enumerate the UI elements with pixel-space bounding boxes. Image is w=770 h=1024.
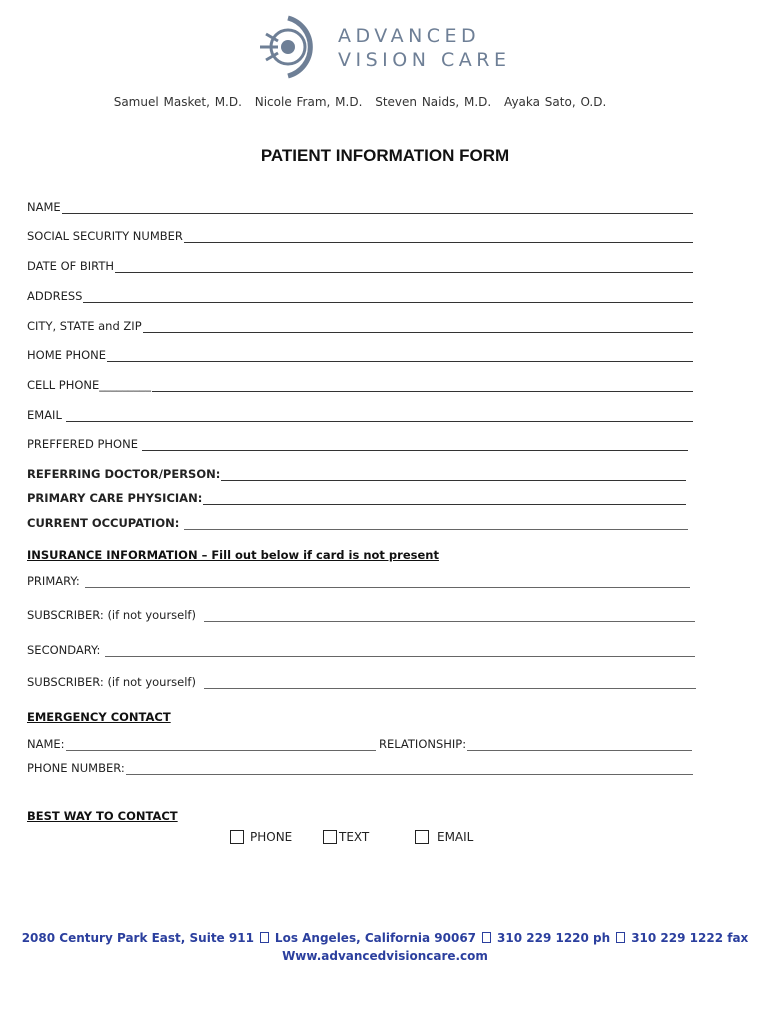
address-field[interactable] [27, 287, 693, 303]
field-label: CURRENT OCCUPATION: [27, 516, 180, 530]
field-line[interactable] [105, 644, 695, 657]
field-line[interactable] [467, 738, 692, 751]
field-line[interactable] [126, 762, 693, 775]
separator-box-icon [616, 932, 625, 943]
field-label: RELATIONSHIP: [379, 737, 467, 751]
field-line[interactable] [85, 575, 690, 588]
option-label: EMAIL [437, 830, 474, 844]
logo-line-1: ADVANCED [338, 25, 481, 47]
field-label: DATE OF BIRTH [27, 259, 115, 273]
footer-contact-line [0, 929, 770, 947]
primary-care-field[interactable] [27, 489, 686, 505]
field-label: CELL PHONE_________ [27, 378, 152, 392]
preferred-phone-field[interactable] [27, 435, 688, 451]
emergency-name-field[interactable] [27, 735, 376, 751]
field-label: REFERRING DOCTOR/PERSON: [27, 467, 221, 481]
emergency-phone-field[interactable] [27, 759, 693, 775]
occupation-field[interactable] [27, 514, 688, 530]
secondary-insurance-field[interactable] [27, 641, 695, 657]
footer-city: Los Angeles, California 90067 [274, 931, 477, 945]
field-label: HOME PHONE [27, 348, 107, 362]
city-state-zip-field[interactable] [27, 317, 693, 333]
ssn-field[interactable] [27, 227, 693, 243]
footer [0, 929, 770, 965]
doctor-name: Steven Naids, M.D. [375, 95, 492, 109]
primary-insurance-field[interactable] [27, 572, 690, 588]
referring-doctor-field[interactable] [27, 465, 686, 481]
email-field[interactable] [27, 406, 693, 422]
field-label: PREFFERED PHONE [27, 437, 138, 451]
field-line[interactable] [107, 349, 693, 362]
doctor-list [0, 95, 720, 109]
contact-option-text[interactable] [323, 830, 369, 844]
field-line[interactable] [184, 517, 688, 530]
footer-phone: 310 229 1220 ph [497, 931, 611, 945]
field-label: PRIMARY CARE PHYSICIAN: [27, 491, 203, 505]
separator-box-icon [482, 932, 491, 943]
subscriber-1-field[interactable] [27, 606, 695, 622]
field-line[interactable] [142, 438, 688, 451]
field-label: SUBSCRIBER: (if not yourself) [27, 608, 196, 622]
contact-option-phone[interactable] [230, 830, 292, 844]
contact-heading: BEST WAY TO CONTACT [27, 809, 178, 823]
doctor-name: Nicole Fram, M.D. [254, 95, 363, 109]
field-line[interactable] [115, 260, 693, 273]
footer-fax: 310 229 1222 fax [631, 931, 749, 945]
field-line[interactable] [83, 290, 693, 303]
field-line[interactable] [62, 201, 693, 214]
checkbox[interactable] [415, 830, 429, 844]
contact-option-email[interactable] [415, 830, 473, 844]
logo-line-2: VISION CARE [338, 49, 511, 71]
field-line[interactable] [204, 676, 696, 689]
field-label: SECONDARY: [27, 643, 101, 657]
eye-logo-icon [256, 14, 320, 80]
field-label: CITY, STATE and ZIP [27, 319, 142, 333]
field-label: PHONE NUMBER: [27, 761, 125, 775]
name-field[interactable] [27, 198, 693, 214]
page-title: PATIENT INFORMATION FORM [260, 146, 510, 165]
doctor-name: Samuel Masket, M.D. [113, 95, 242, 109]
relationship-field[interactable] [379, 735, 692, 751]
checkbox[interactable] [323, 830, 337, 844]
field-line[interactable] [66, 409, 693, 422]
field-label: PRIMARY: [27, 574, 80, 588]
emergency-heading: EMERGENCY CONTACT [27, 710, 171, 724]
field-label: NAME [27, 200, 61, 214]
field-line[interactable] [203, 492, 686, 505]
option-label: TEXT [339, 830, 370, 844]
doctor-name: Ayaka Sato, O.D. [504, 95, 607, 109]
field-line[interactable] [204, 609, 695, 622]
field-label: SOCIAL SECURITY NUMBER [27, 229, 183, 243]
cell-phone-field[interactable] [27, 376, 693, 392]
field-line[interactable] [66, 738, 376, 751]
field-line[interactable] [184, 230, 693, 243]
logo-text [338, 24, 510, 72]
insurance-heading: INSURANCE INFORMATION – Fill out below if card is not present [27, 548, 439, 562]
home-phone-field[interactable] [27, 346, 693, 362]
footer-website[interactable]: Www.advancedvisioncare.com [282, 949, 488, 963]
dob-field[interactable] [27, 257, 693, 273]
footer-address: 2080 Century Park East, Suite 911 [21, 931, 254, 945]
separator-box-icon [260, 932, 269, 943]
field-label: SUBSCRIBER: (if not yourself) [27, 675, 196, 689]
field-line[interactable] [221, 468, 686, 481]
field-line[interactable] [143, 320, 693, 333]
field-label: NAME: [27, 737, 65, 751]
field-label: EMAIL [27, 408, 62, 422]
option-label: PHONE [250, 830, 293, 844]
subscriber-2-field[interactable] [27, 673, 696, 689]
field-label: ADDRESS [27, 289, 83, 303]
company-logo [256, 14, 526, 82]
field-line[interactable] [152, 379, 693, 392]
checkbox[interactable] [230, 830, 244, 844]
